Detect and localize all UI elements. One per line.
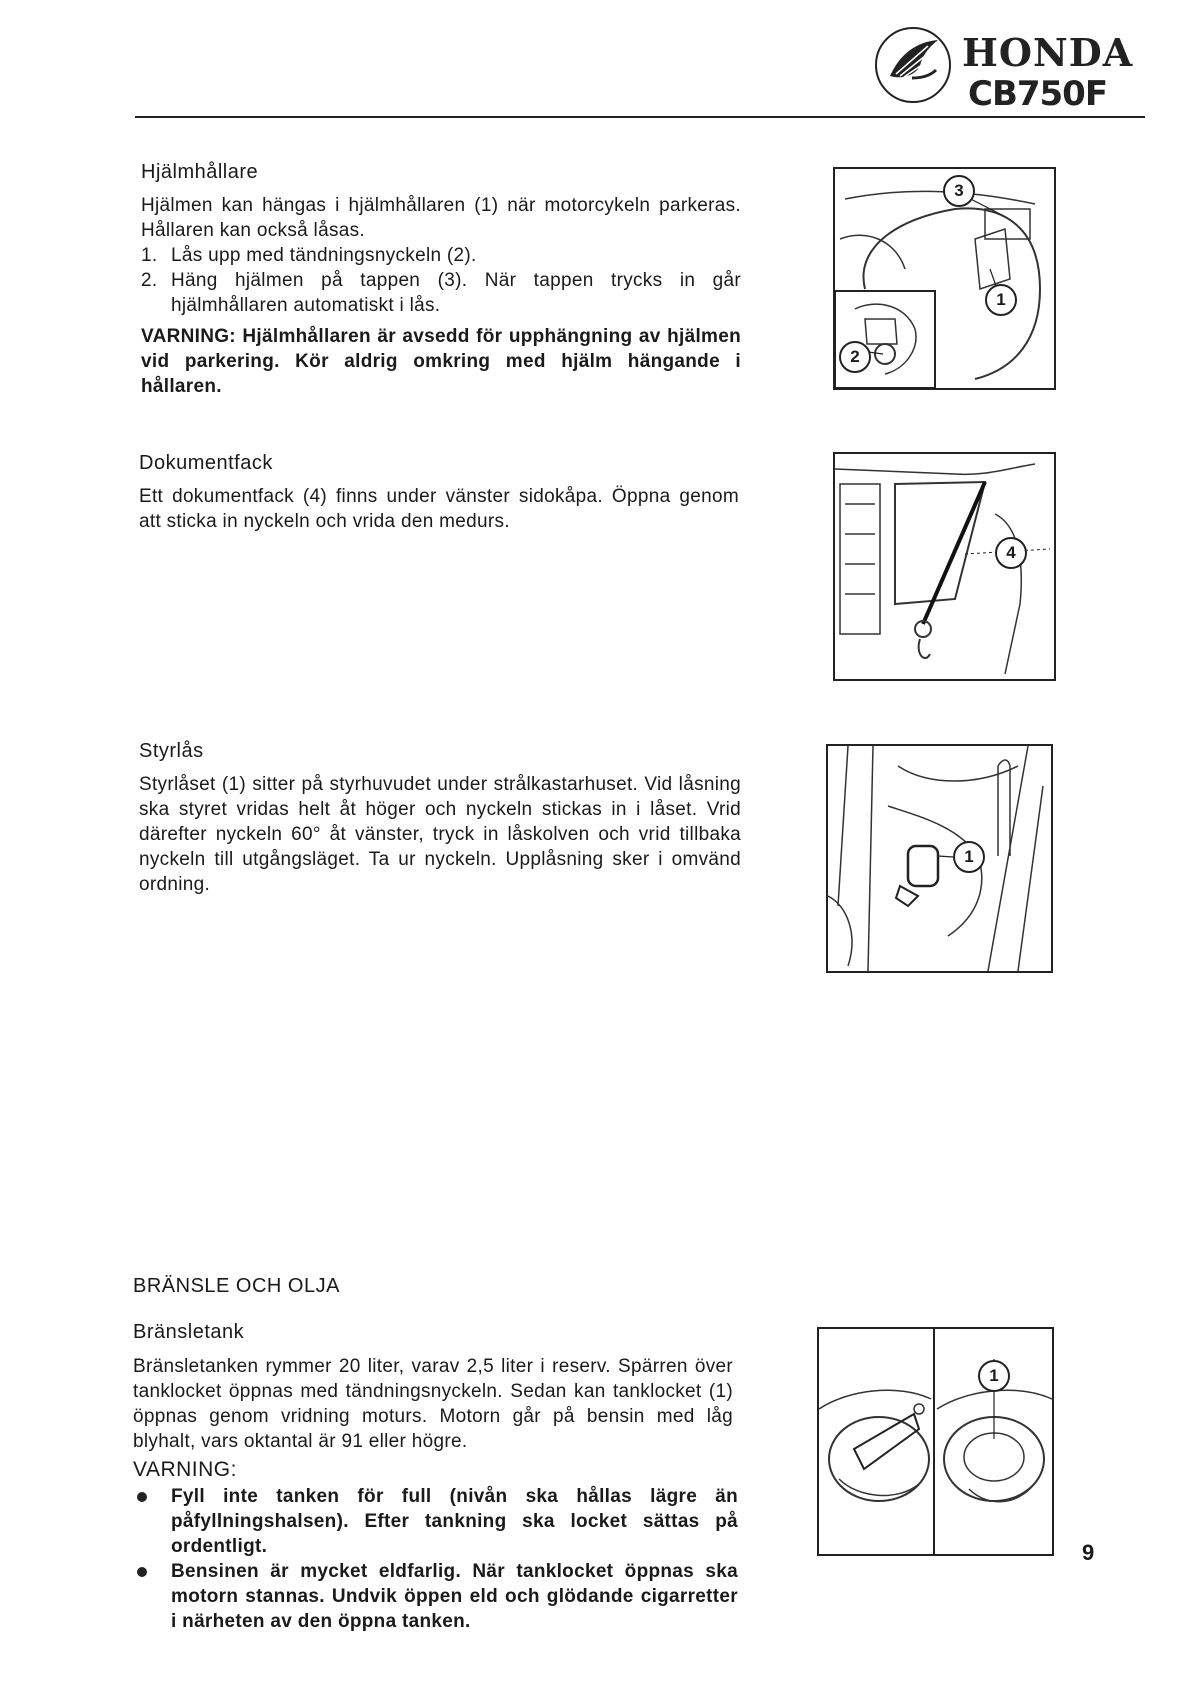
helmet-step: 1. Lås upp med tändningsnyckeln (2).	[141, 245, 477, 266]
callout-4: 4	[995, 537, 1027, 569]
helmet-warning: VARNING: Hjälmhållaren är avsedd för upphängning av hjälmen vid parkering. Kör aldrig omkring med hjälm hängande i hållaren.	[141, 326, 741, 397]
bullet-icon	[137, 1567, 147, 1577]
fuel-body: Bränsletanken rymmer 20 liter, varav 2,5 liter i reserv. Spärren över tanklocket öppnas med tändningsnyckeln. Sedan kan tanklocket (1) öppnas genom vridning moturs. Motorn går på bensin med låg blyhalt, vars oktantal är 91 eller högre.	[133, 1356, 733, 1452]
callout-1-fuel: 1	[978, 1360, 1010, 1392]
helmet-body	[141, 193, 741, 399]
fuel-title: Bränsletank	[133, 1321, 245, 1343]
brand-name: HONDA	[962, 30, 1134, 75]
document-compartment-figure	[833, 452, 1056, 681]
document-title: Dokumentfack	[139, 452, 273, 474]
steering-title: Styrlås	[139, 740, 204, 762]
helmet-intro: Hjälmen kan hängas i hjälmhållaren (1) när motorcykeln parkeras. Hållaren kan också låsas.	[141, 195, 741, 241]
fuel-cap-figure	[817, 1327, 1054, 1556]
fuel-warnings	[133, 1484, 738, 1634]
bullet-icon	[137, 1492, 147, 1502]
model-name: CB750F	[968, 74, 1108, 114]
callout-1-steering: 1	[953, 841, 985, 873]
page-number: 9	[1082, 1540, 1095, 1565]
steering-lock-figure	[826, 744, 1053, 973]
steering-body: Styrlåset (1) sitter på styrhuvudet under strålkastarhuset. Vid låsning ska styret vridas helt åt höger och nyckeln stickas in i låset. Vrid därefter nyckeln 60° åt vänster, tryck in låskolven och vrid tillbaka nyckeln till utgångsläget. Ta ur nyckeln. Upplåsning sker i omvänd ordning.	[139, 774, 741, 895]
fuel-section-title: BRÄNSLE OCH OLJA	[133, 1275, 340, 1297]
callout-2: 2	[839, 341, 871, 373]
helmet-step: 2. Häng hjälmen på tappen (3). När tappen trycks in går hjälmhållaren automatiskt i lås.	[141, 270, 741, 316]
header-rule	[135, 116, 1145, 118]
callout-3: 3	[943, 175, 975, 207]
helmet-title: Hjälmhållare	[141, 161, 259, 183]
warning-bullet: Fyll inte tanken för full (nivån ska hållas lägre än påfyllningshalsen). Efter tankning ska locket sättas på ordentligt.	[133, 1484, 738, 1559]
honda-wing-logo	[872, 24, 954, 106]
fuel-warning-label: VARNING:	[133, 1458, 237, 1481]
document-body: Ett dokumentfack (4) finns under vänster sidokåpa. Öppna genom att sticka in nyckeln och vrida den medurs.	[139, 486, 739, 532]
warning-bullet: Bensinen är mycket eldfarlig. När tanklocket öppnas ska motorn stannas. Undvik öppen eld och glödande cigarretter i närheten av den öppna tanken.	[133, 1559, 738, 1634]
callout-1: 1	[985, 284, 1017, 316]
